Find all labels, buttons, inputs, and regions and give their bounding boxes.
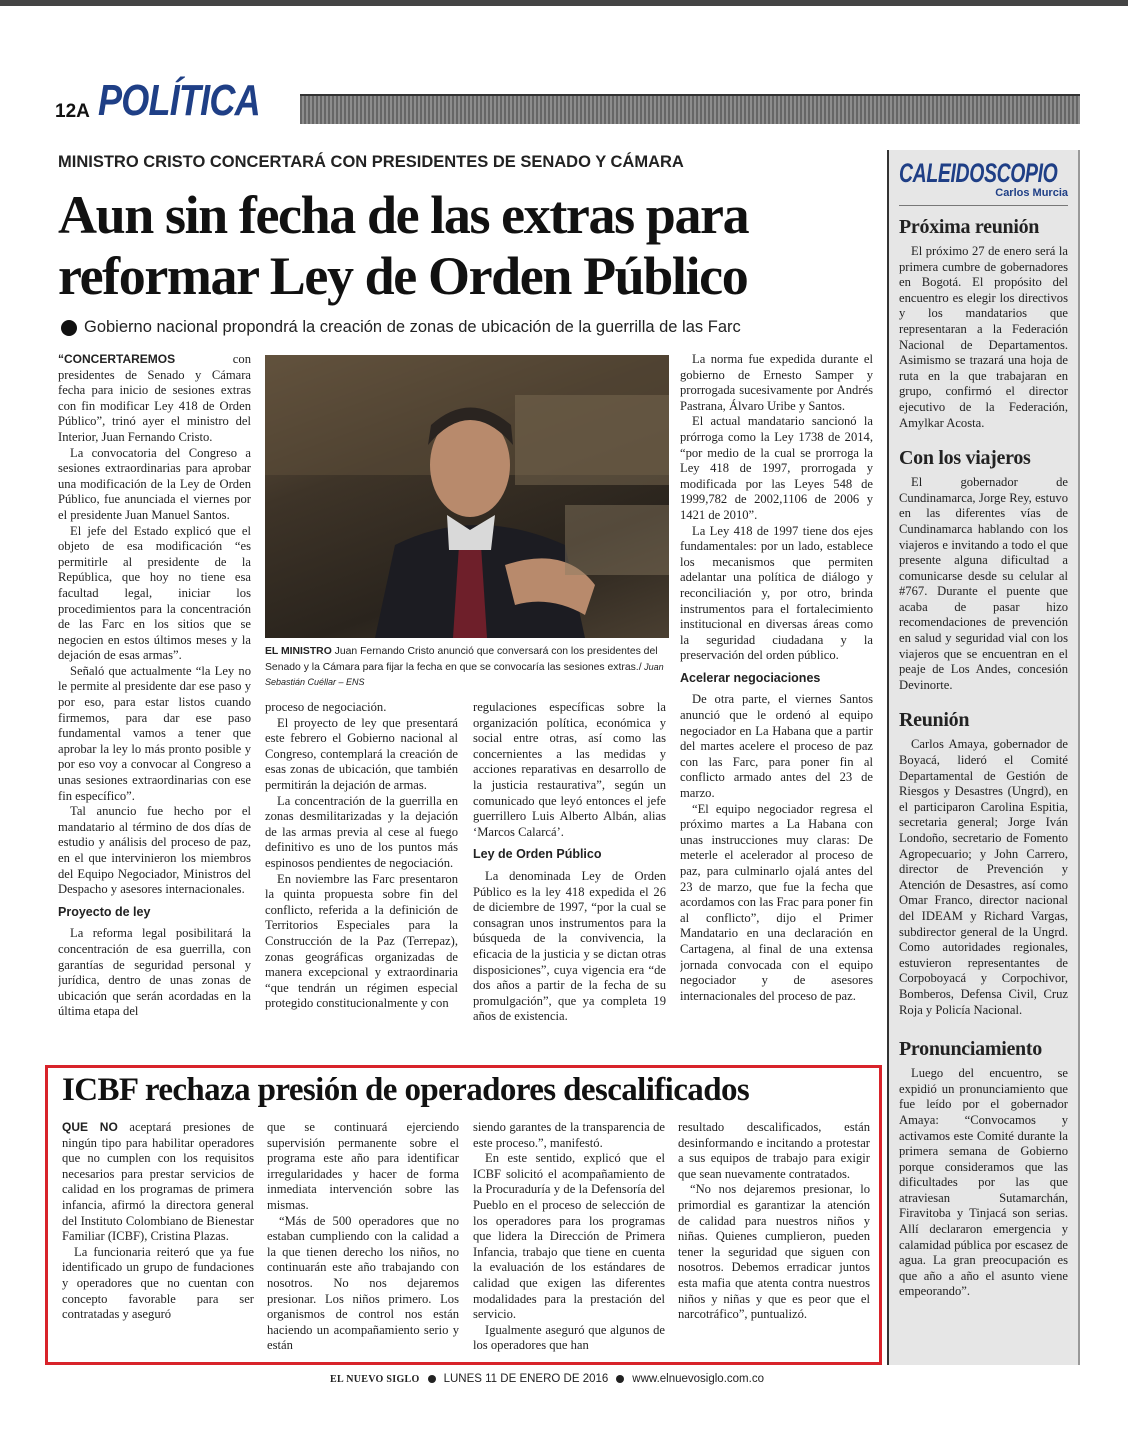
subheading-acelerar: Acelerar negociaciones (680, 670, 821, 685)
sidebar-text: Carlos Amaya, gobernador de Boyacá, lideró el Comité Departamental de Gestión de Riesgos y Desastres (Ungrd), en el participaron Carolina Espitia, secretaria general; Jorge Iván Londoño, secretario de Fomento Agropecuario; y John Carrero, director de Prevención y Atención de Desastres, así como Omar Franco, director nacional del IDEAM y Richard Vargas, subdirector general de la Ungrd. Como autoridades regionales, estuvieron representantes de Corpoboyacá y Corpochivor, Bomberos, Defensa Civil, Cruz Roja y Policía Nacional. (899, 737, 1068, 1017)
article-column-4 (680, 352, 873, 1056)
subheading-proyecto: Proyecto de ley (58, 904, 151, 919)
paragraph: regulaciones específicas sobre la organización política, económica y social entre otras, así como las concernientes a las medidas y acciones reparativas en desarrollo de la justicia restaurativa”, según un comunicado que leyó entonces el jefe guerrillero Luis Alberto Albán, alias ‘Marcos Calarcá’. (473, 700, 666, 839)
article-column-3 (473, 700, 666, 1056)
article-headline-line1: Aun sin fecha de las extras para (58, 185, 749, 245)
paragraph: proceso de negociación. (265, 700, 387, 714)
bullet-icon (428, 1375, 436, 1383)
paragraph: La concentración de la guerrilla en zonas desmilitarizadas y la dejación de las armas previa al cese al fuego definitivo es uno de los puntos más espinosos pendientes de negociación. (265, 793, 458, 870)
bullet-icon (616, 1375, 624, 1383)
sidebar-heading: Pronunciamiento (899, 1038, 1042, 1061)
icbf-headline: ICBF rechaza presión de operadores descalificados (62, 1072, 750, 1108)
article-headline-line2: reformar Ley de Orden Público (58, 246, 748, 306)
sidebar-text: El gobernador de Cundinamarca, Jorge Rey, estuvo en las diferentes vías de Cundinamarca hablando con los viajeros e invitando a todo el que presente alguna dificultad a comunicarse desde su celular al #767. Durante el puente que acaba de pasar hizo recomendaciones de prevención en salud y seguridad vial con los viajeros que se encuentran en el peaje de Los Andes, concesión Devinorte. (899, 475, 1068, 692)
sidebar-caleidoscopio (887, 150, 1080, 1365)
article-deck: Gobierno nacional propondrá la creación de zonas de ubicación de la guerrilla de las Farc (84, 318, 741, 336)
paragraph: “Más de 500 operadores que no estaban cumpliendo con la calidad a la que tienen derecho los niños, no continuarán este año trabajando con nosotros. No nos dejaremos presionar. Los niños primero. Los organismos de control nos están haciendo un acompañamiento serio y están (267, 1213, 459, 1353)
sidebar-text: El próximo 27 de enero será la primera cumbre de gobernadores en Bogotá. El propósito del encuentro es elegir los directivos y los mandatarios que representaran a la Federación Nacional de Departamentos. Asimismo se trazará una hoja de ruta en la que trabajaran en grupo, confirmó el director ejecutivo de la Federación, Amylkar Acosta. (899, 244, 1068, 430)
paragraph: La funcionaria reiteró que ya fue identificado un grupo de fundaciones y operadores que no cuentan con concepto favorable para ser contratadas y aseguró (62, 1244, 254, 1322)
paragraph: En este sentido, explicó que el ICBF solicitó el acompañamiento de la Procuraduría y de la Defensoría del Pueblo en el proceso de selección de los operadores para los programas que lidera la Dirección de Primera Infancia, trabajo que tiene en cuenta la evaluación de los estándares de calidad que exigen las diferentes modalidades para la prestación del servicio. (473, 1151, 665, 1322)
page-number: 12A (55, 101, 90, 122)
article-lead-in: “CONCERTAREMOS (58, 352, 176, 366)
photo-caption (265, 645, 669, 691)
article-kicker: MINISTRO CRISTO CONCERTARÁ CON PRESIDENTES DE SENADO Y CÁMARA (58, 153, 684, 171)
paragraph: La Ley 418 de 1997 tiene dos ejes fundamentales: por un lado, establece los mecanismos que permiten adelantar una política de diálogo y reconciliación y, por otro, brinda instrumentos para el fortalecimiento institucional en diversas áreas como la seguridad ciudadana y la preservación del orden público. (680, 523, 873, 663)
sidebar-heading: Próxima reunión (899, 216, 1040, 238)
minister-photo (265, 355, 669, 638)
paragraph: El actual mandatario sancionó la prórroga como la Ley 1738 de 2014, “por medio de la cual se prorroga la Ley 418 de 1997, prorrogada y modificada por las Leyes 548 de 1999,782 de 2002,1106 de 2006 y 1421 de 2010”. (680, 414, 873, 522)
sidebar-text: Luego del encuentro, se expidió un pronunciamiento que fue leído por el gobernador Amaya: “Convocamos y activamos este Comité durante la primera semana de Gobierno porque consideramos que las dificultades por las que atraviesan Sutamarchán, Firavitoba y Tinjacá son serias. Allí declararon emergencia y calamidad pública por escasez de agua. La gran preocupación es que año a año el asunto viene empeorando”. (899, 1066, 1068, 1299)
paragraph: La denominada Ley de Orden Público es la ley 418 expedida el 26 de diciembre de 1997, “por la cual se consagran unos instrumentos para la búsqueda de la convivencia, la eficacia de la justicia y se dictan otras disposiciones”, cuya vigencia era “de dos años a partir de la fecha de su promulgación”, que ya completa 19 años de existencia. (473, 868, 666, 1024)
paragraph: Tal anuncio fue hecho por el mandatario al término de dos días de estudio y análisis del proceso de paz, en el que intervinieron los miembros del Equipo Negociador, Ministros del Despacho y asesores internacionales. (58, 804, 251, 897)
paragraph: con presidentes de Senado y Cámara fecha para inicio de sesiones extras con fin modificar Ley 418 de Orden Público”, trinó ayer el ministro del Interior, Juan Fernando Cristo. (58, 352, 251, 444)
section-title: POLÍTICA (98, 76, 260, 125)
sidebar-title: CALEIDOSCOPIO (899, 158, 1058, 188)
article-column-2 (265, 700, 458, 1056)
paragraph: Igualmente aseguró que algunos de los operadores que han (473, 1322, 665, 1353)
paragraph: resultado descalificados, están desinformando e incitando a protestar a sus equipos de trabajo para exigir que sean nuevamente contratados. (678, 1120, 870, 1181)
deck-bullet (61, 320, 77, 336)
top-edge (0, 0, 1128, 6)
paragraph: El proyecto de ley que presentará este febrero el Gobierno nacional al Congreso, contemplará la creación de esas zonas de ubicación, que también permitirán la dejación de armas. (265, 715, 458, 792)
sidebar-author: Carlos Murcia (995, 187, 1068, 199)
paragraph: que se continuará ejerciendo supervisión permanente sobre el programa este año para identificar irregularidades y hacer de forma inmediata intervención sobre las mismas. (267, 1120, 459, 1212)
footer-masthead: EL NUEVO SIGLO (330, 1373, 420, 1385)
icbf-column-1 (62, 1120, 254, 1360)
photo-credit: Juan Sebastián Cuéllar – ENS (265, 661, 664, 687)
sidebar-heading: Con los viajeros (899, 447, 1031, 470)
subheading-ley: Ley de Orden Público (473, 847, 602, 862)
caption-text: Juan Fernando Cristo anunció que conversará con los presidentes del Senado y la Cámara para fijar la fecha en que se convocaría las sesiones extras./ (265, 646, 658, 673)
paragraph: “No nos dejaremos presionar, lo primordial es garantizar la atención de calidad para nuestros niños y niñas. Quienes cumplieron, pueden tener la seguridad que siguen con nosotros. Debemos erradicar juntos esta mafia que atenta contra nuestros niños y niñas y que es peor que el narcotráfico”, puntualizó. (678, 1182, 870, 1322)
paragraph: “El equipo negociador regresa el próximo martes a La Habana con unas instrucciones muy claras: De meterle el acelerador al proceso de paz, para culminarlo ojalá antes del 23 de marzo, que fue la fecha que acordamos con las Frac para poner fin al conflicto”, dijo el Primer Mandatario en una declaración en Cartagena, al final de una extensa jornada convocada con el equipo negociador y de asesores internacionales del proceso de paz. (680, 801, 873, 1003)
paragraph: Señaló que actualmente “la Ley no le permite al presidente dar ese paso y por eso, para estar listos cuando firmemos, para dar ese paso fundamental vamos a tener que aprobar la ley lo más pronto posible y por eso voy a convocar al Congreso a unas sesiones extraordinarias con ese fin específico”. (58, 663, 251, 803)
footer (330, 1369, 764, 1389)
icbf-column-3 (473, 1120, 665, 1360)
paragraph: En noviembre las Farc presentaron la quinta propuesta sobre fin del conflicto, referida a la definición de Territorios Especiales para la Construcción de la Paz (Terrepaz), zonas geográficas organizadas de manera excepcional y extraordinaria “que tendrán un régimen especial protegido constitucionalmente y con (265, 871, 458, 1011)
footer-url[interactable]: www.elnuevosiglo.com.co (632, 1373, 764, 1385)
icbf-column-4 (678, 1120, 870, 1360)
paragraph: La reforma legal posibilitará la concentración de esa guerrilla, con garantías de seguridad personal y jurídica, dentro de unas zonas de ubicación que serán acordadas en la última etapa del (58, 926, 251, 1019)
paragraph: La convocatoria del Congreso a sesiones extraordinarias para aprobar una modificación de la Ley de Orden Público, fue anunciada el viernes por el presidente Juan Manuel Santos. (58, 445, 251, 522)
article-column-1 (58, 352, 251, 1056)
paragraph: aceptará presiones de ningún tipo para habilitar operadores que no cumplen con los requisitos necesarios para prestar servicios de calidad en los programas de primera infancia, afirmó la directora general del Instituto Colombiano de Bienestar Familiar (ICBF), Cristina Plazas. (62, 1120, 254, 1244)
sidebar-heading: Reunión (899, 709, 970, 732)
icbf-article-box (45, 1065, 882, 1365)
paragraph: El jefe del Estado explicó que el objeto de esa modificación “es permitirle al presidente de la República, que hoy no tiene esa facultad legal, iniciar los procedimientos para la concentración de las Farc en los sitios que se negocien en estos últimos meses y la dejación de esas armas”. (58, 523, 251, 663)
photo-illustration (265, 355, 669, 638)
icbf-lead-in: QUE NO (62, 1120, 118, 1134)
paragraph: De otra parte, el viernes Santos anunció que le ordenó al equipo negociador en La Habana que a partir del martes acelere el proceso de paz con las Farc, para poner fin al conflicto armado antes del 23 de marzo. (680, 692, 873, 801)
caption-lead: EL MINISTRO (265, 646, 332, 657)
paragraph: La norma fue expedida durante el gobierno de Ernesto Samper y prorrogada sucesivamente por Andrés Pastrana, Álvaro Uribe y Santos. (680, 352, 873, 413)
footer-date: LUNES 11 DE ENERO DE 2016 (443, 1373, 609, 1385)
section-bar (300, 94, 1080, 124)
paragraph: siendo garantes de la transparencia de este proceso.”, manifestó. (473, 1120, 665, 1150)
icbf-column-2 (267, 1120, 459, 1360)
